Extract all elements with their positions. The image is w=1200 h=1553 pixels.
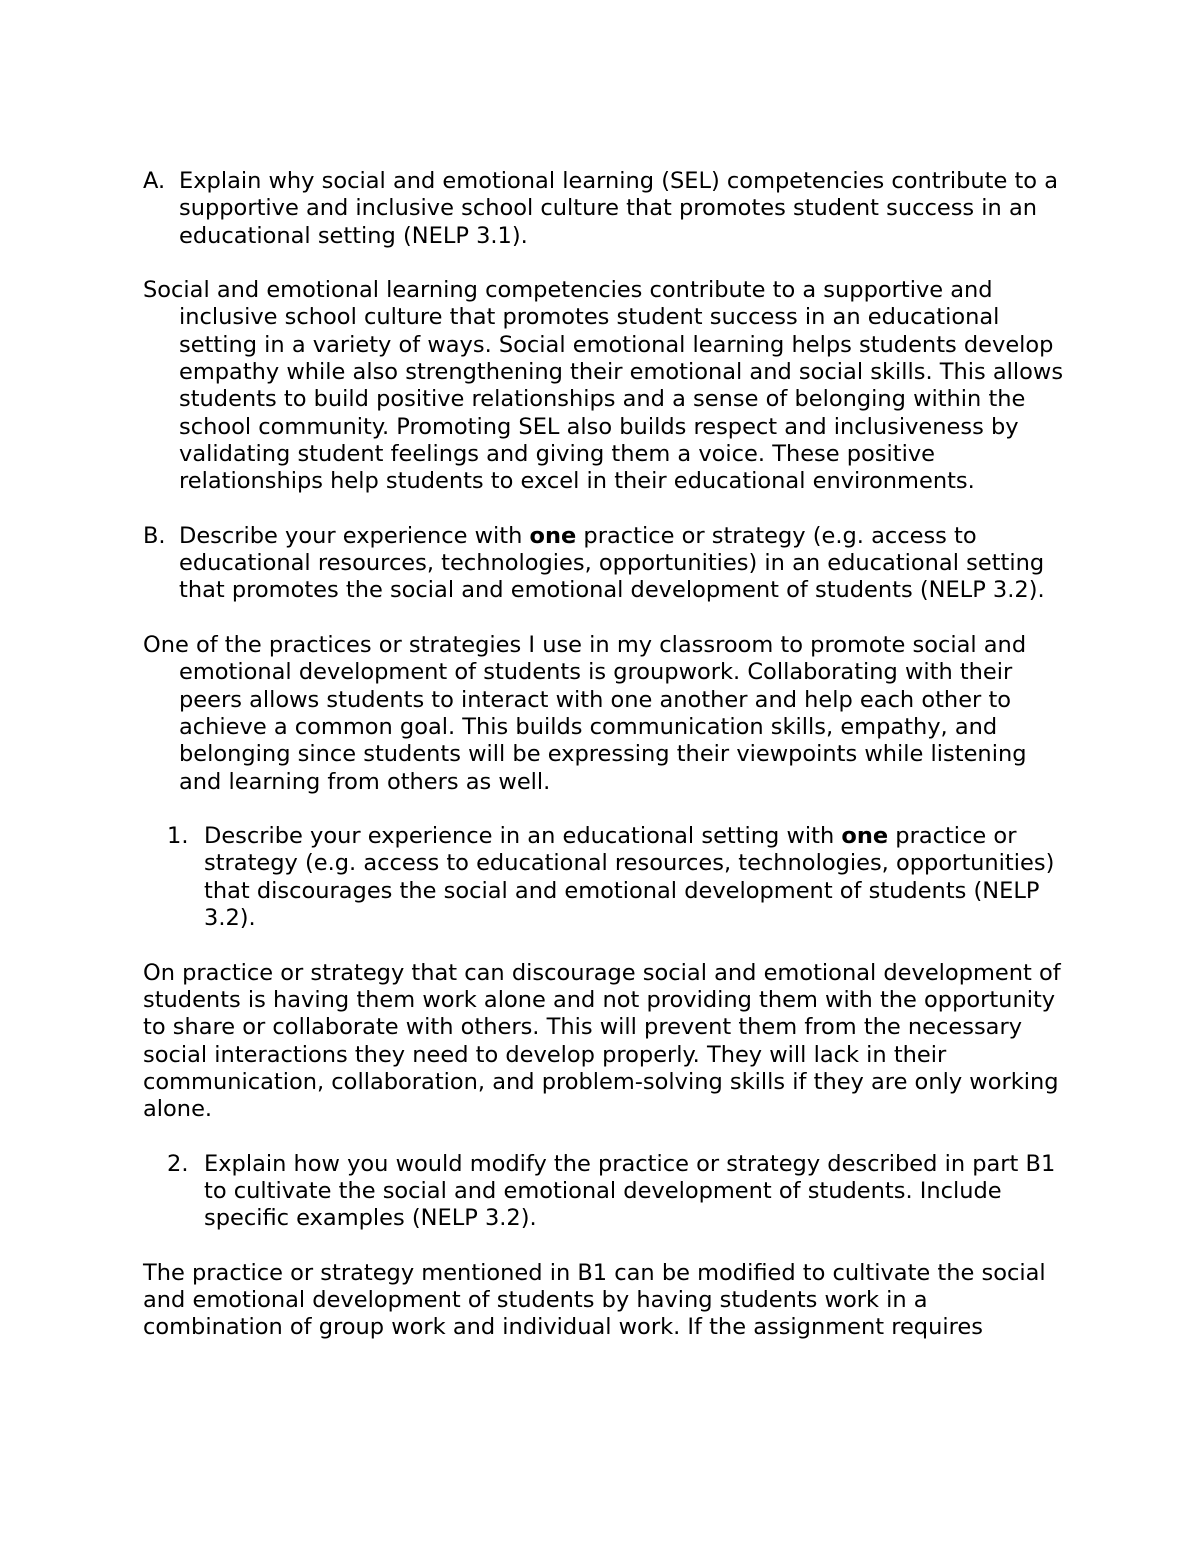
question-a-marker: A.	[143, 168, 166, 194]
question-b1	[143, 823, 1073, 932]
question-b1-text-before: Describe your experience in an educational setting with	[204, 823, 842, 850]
question-b2	[143, 1151, 1073, 1233]
answer-b2: The practice or strategy mentioned in B1 can be modified to cultivate the social and emotional development of students by having students work in a combination of group work and individual work. If the assignment requires	[143, 1259, 1046, 1341]
question-b-text-after: practice or strategy (e.g. access to educational resources, technologies, opportunities) in an educational setting that promotes the social and emotional development of students (NELP 3.2).	[179, 522, 1045, 604]
answer-a: Social and emotional learning competencies contribute to a supportive and inclusive school culture that promotes student success in an educational setting in a variety of ways. Social emotional learning helps students develop empathy while also strengthening their emotional and social skills. This allows students to build positive relationships and a sense of belonging within the school community. Promoting SEL also builds respect and inclusiveness by validating student feelings and giving them a voice. These positive relationships help students to excel in their educational environments.	[143, 277, 1064, 495]
question-b-emphasis: one	[529, 522, 577, 549]
question-b-text-before: Describe your experience with	[179, 522, 530, 549]
document-body	[143, 168, 1073, 1342]
question-b2-text: Explain how you would modify the practice or strategy described in part B1 to cultivate the social and emotional development of students. Include specific examples (NELP 3.2).	[204, 1150, 1056, 1232]
question-a-text: Explain why social and emotional learning (SEL) competencies contribute to a supportive and inclusive school culture that promotes student success in an educational setting (NELP 3.1).	[179, 168, 1058, 249]
answer-b: One of the practices or strategies I use in my classroom to promote social and emotional development of students is groupwork. Collaborating with their peers allows students to interact with one another and help each other to achieve a common goal. This builds communication skills, empathy, and belonging since students will be expressing their viewpoints while listening and learning from others as well.	[143, 632, 1027, 795]
answer-b1: On practice or strategy that can discourage social and emotional development of students is having them work alone and not providing them with the opportunity to share or collaborate with others. This will prevent them from the necessary social interactions they need to develop properly. They will lack in their communication, collaboration, and problem-solving skills if they are only working alone.	[143, 959, 1061, 1123]
question-b	[143, 523, 1073, 605]
question-a	[143, 168, 1073, 250]
question-b1-text-after: practice or strategy (e.g. access to educational resources, technologies, opportunities) that discourages the social and emotional development of students (NELP 3.2).	[204, 823, 1055, 932]
question-b1-marker: 1.	[167, 823, 189, 850]
question-b2-marker: 2.	[167, 1150, 189, 1177]
question-b1-emphasis: one	[841, 823, 889, 850]
question-b-marker: B.	[143, 522, 166, 549]
